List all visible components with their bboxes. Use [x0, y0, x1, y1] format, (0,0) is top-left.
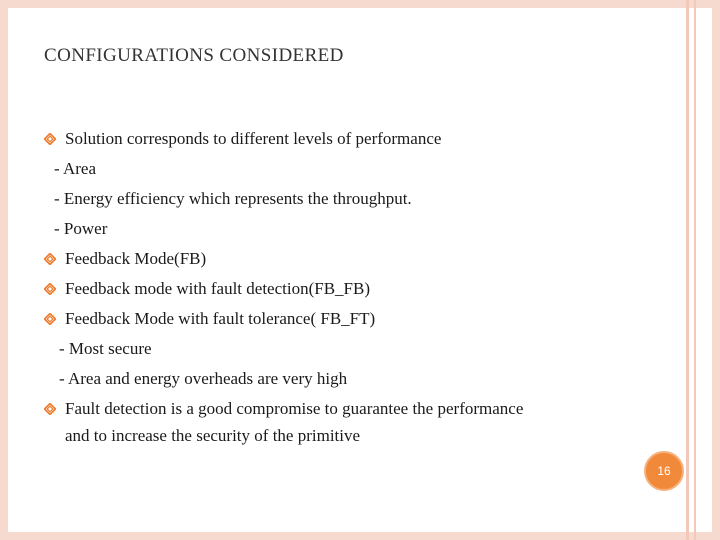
- slide-border-left: [0, 0, 8, 540]
- line-text: and to increase the security of the primitive: [65, 426, 361, 445]
- hollow-diamond-bullet-icon: [44, 313, 56, 325]
- line-text: Feedback Mode(FB): [65, 249, 207, 268]
- decorative-rule: [686, 0, 689, 540]
- bullet-item: [44, 304, 674, 334]
- hollow-diamond-bullet-icon: [44, 253, 56, 265]
- hollow-diamond-bullet-icon: [44, 403, 56, 415]
- line-text: - Power: [54, 219, 108, 238]
- line-text: Solution corresponds to different levels of performance: [65, 129, 442, 148]
- line-text: - Area and energy overheads are very high: [59, 369, 348, 388]
- slide-title: CONFIGURATIONS CONSIDERED: [44, 45, 344, 66]
- bullet-item: [44, 274, 674, 304]
- slide-border-top: [0, 0, 720, 8]
- sub-item: [44, 214, 674, 244]
- slide-border-bottom: [0, 532, 720, 540]
- slide-border-right: [712, 0, 720, 540]
- hollow-diamond-bullet-icon: [44, 283, 56, 295]
- line-text: Feedback Mode with fault tolerance( FB_FT): [65, 309, 376, 328]
- sub-item: [44, 154, 674, 184]
- bullet-item: [44, 244, 674, 274]
- sub-item: [44, 364, 674, 394]
- sub-item: [44, 334, 674, 364]
- line-text: - Area: [54, 159, 97, 178]
- line-text: - Energy efficiency which represents the throughput.: [54, 189, 412, 208]
- bullet-item: [44, 124, 674, 154]
- line-text: Fault detection is a good compromise to guarantee the performance: [65, 399, 524, 418]
- bullet-continuation: [44, 424, 674, 448]
- line-text: Feedback mode with fault detection(FB_FB): [65, 279, 370, 298]
- decorative-rule: [694, 0, 696, 540]
- sub-item: [44, 184, 674, 214]
- hollow-diamond-bullet-icon: [44, 133, 56, 145]
- line-text: - Most secure: [59, 339, 152, 358]
- slide-body: [44, 124, 674, 448]
- page-number-badge: 16: [644, 451, 684, 491]
- bullet-item: [44, 394, 674, 424]
